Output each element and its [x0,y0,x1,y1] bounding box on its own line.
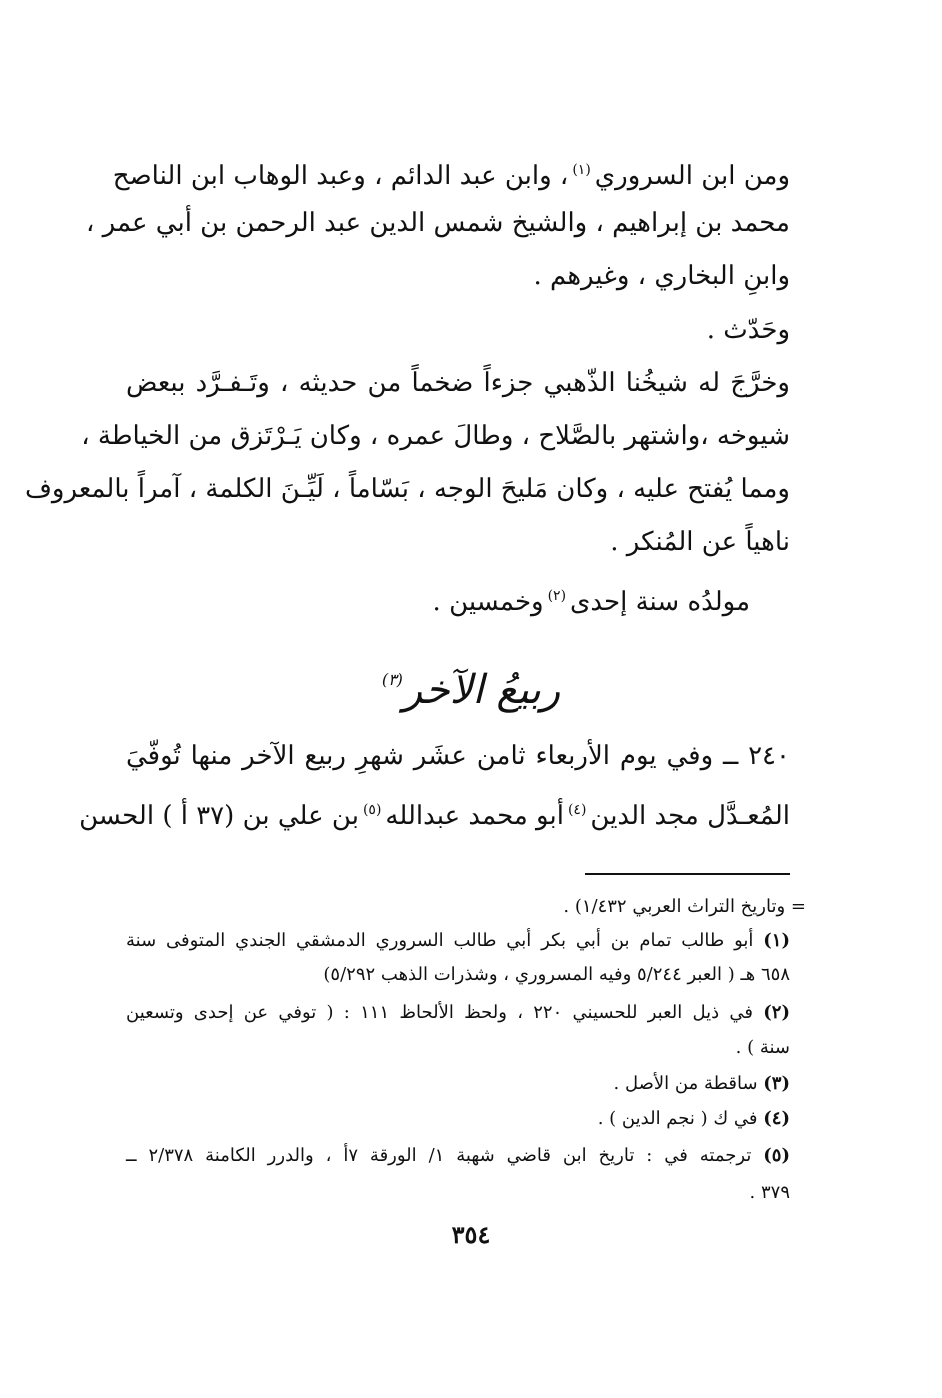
footnote-1-line-1 [126,928,790,954]
footnote-text: في ك ( نجم الدين ) . [597,1108,758,1129]
footnote-2-line-2: سنة ) . [735,1037,790,1058]
footnote-text: ترجمته في : تاريخ ابن قاضي شهبة ١/ الورقة ٧أ ، والدرر الكامنة ٢/٣٧٨ ــ [126,1145,752,1166]
paragraph-4 [126,578,790,620]
footnote-1-line-2: ٦٥٨ هـ ( العبر ٥/٢٤٤ وفيه المسروري ، وشذرات الذهب ٥/٢٩٢) [323,964,790,985]
paragraph-3-line-4: ناهياً عن المُنكر . [610,527,790,557]
entry-240-line-1: ٢٤٠ ــ وفي يوم الأربعاء ثامن عشَر شهرِ ربيع الآخر منها تُوفّيَ [126,741,790,771]
footnote-continuation: = وتاريخ التراث العربي ١/٤٣٢) . [563,896,806,917]
footnote-5-line-2: ٣٧٩ . [749,1182,790,1203]
footnote-2-line-1 [126,1000,790,1026]
heading-text: ربيعُ الآخر [402,667,561,713]
paragraph-1-line-3: وابنِ البخاري ، وغيرهم . [533,261,790,291]
page-number: ٣٥٤ [451,1220,491,1249]
paragraph-3-line-2: شيوخه ،واشتهر بالصَّلاح ، وطالَ عمره ، وكان يَـرْتَزق من الخياطة ، [81,421,790,451]
text-segment: وخمسين . [432,587,544,617]
paragraph-2: وحَدّث . [706,315,790,345]
text-segment: ومن ابن السروري [594,161,790,191]
footnote-ref-4[interactable]: (٤) [567,802,587,818]
footnote-3-number: (٣) [763,1073,790,1094]
footnote-text: ساقطة من الأصل . [613,1073,758,1094]
paragraph-3-line-1: وخرَّجَ له شيخُنا الذّهبي جزءاً ضخماً من حديثه ، وتَـفـرَّد ببعض [126,368,790,398]
paragraph-1-line-2: محمد بن إبراهيم ، والشيخ شمس الدين عبد الرحمن بن أبي عمر ، [85,208,790,238]
footnote-ref-3[interactable]: (٣) [381,670,403,689]
footnote-1-number: (١) [763,930,790,951]
section-heading [0,650,942,720]
footnote-ref-5[interactable]: (٥) [362,802,382,818]
text-segment: المُعـدَّل مجد الدين [590,801,790,831]
footnote-3 [126,1071,790,1097]
text-segment: مولدُه سنة إحدى [570,587,750,617]
text-segment: ، وابن عبد الدائم ، وعبد الوهاب ابن الناصح [112,161,569,191]
footnote-5-line-1 [126,1143,790,1169]
footnote-4 [126,1106,790,1132]
paragraph-1-line-1 [112,152,790,194]
text-segment: بن علي بن (٣٧ أ ) الحسن [79,801,359,831]
entry-240-line-2 [79,792,790,834]
footnote-4-number: (٤) [763,1108,790,1129]
footnote-2-number: (٢) [763,1002,790,1023]
footnote-ref-1[interactable]: (١) [572,162,591,178]
text-segment: أبو محمد عبدالله [385,801,564,831]
paragraph-3-line-3: ومما يُفتح عليه ، وكان مَليحَ الوجه ، بَسّاماً ، لَيِّـنَ الكلمة ، آمراً بالمعروف [24,474,790,504]
footnote-separator [585,873,790,875]
footnote-text: في ذيل العبر للحسيني ٢٢٠ ، ولحظ الألحاظ ١١١ : ( توفي عن إحدى وتسعين [126,1002,754,1023]
footnote-ref-2[interactable]: (٢) [547,588,567,604]
footnote-text: أبو طالب تمام بن أبي بكر أبي طالب السروري الدمشقي الجندي المتوفى سنة [126,930,754,951]
footnote-5-number: (٥) [763,1145,790,1166]
